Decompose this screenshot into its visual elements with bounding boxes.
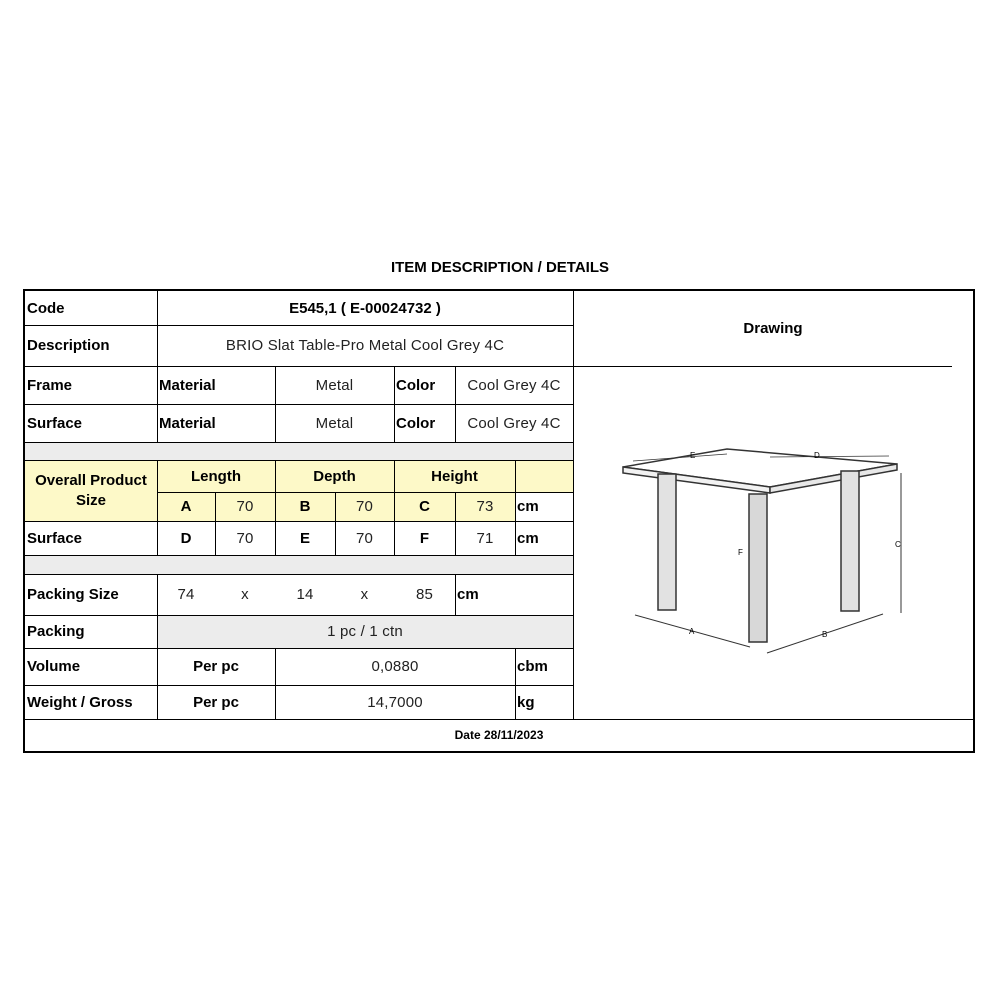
frame-label: Frame	[27, 376, 73, 394]
description-label: Description	[27, 337, 110, 354]
dim-b-label: B	[299, 498, 311, 515]
packing-height: 85	[415, 586, 434, 603]
dim-c-value: 73	[476, 498, 494, 515]
surface-color-value: Cool Grey 4C	[467, 414, 561, 432]
details-sheet	[23, 289, 975, 753]
dim-e-value: 70	[355, 529, 374, 547]
dim-letter-c: C	[895, 540, 901, 549]
surface-unit: cm	[517, 529, 539, 547]
dim-e-label: E	[299, 529, 310, 547]
surface-dims-label: Surface	[27, 529, 83, 547]
depth-header: Depth	[313, 467, 356, 485]
dim-d-label: D	[180, 529, 192, 547]
volume-unit: cbm	[517, 658, 548, 675]
table-drawing	[25, 291, 973, 719]
dim-letter-a: A	[689, 627, 695, 636]
packing-label: Packing	[27, 623, 85, 640]
dim-a-value: 70	[236, 498, 254, 515]
page-title: ITEM DESCRIPTION / DETAILS	[390, 259, 610, 276]
leg-back-left	[658, 474, 676, 610]
overall-size-text: Overall Product Size	[35, 471, 147, 509]
surface-material-value: Metal	[315, 414, 354, 432]
leg-back-right	[841, 471, 859, 611]
date-footer: Date 28/11/2023	[454, 728, 544, 742]
leg-front	[749, 494, 767, 642]
dim-c-label: C	[419, 498, 430, 515]
code-label: Code	[27, 299, 65, 317]
length-header: Length	[191, 467, 241, 485]
frame-material-label: Material	[159, 376, 216, 394]
dim-a-label: A	[180, 498, 192, 515]
description-value: BRIO Slat Table-Pro Metal Cool Grey 4C	[225, 337, 505, 354]
packing-size-label: Packing Size	[27, 586, 119, 603]
height-header: Height	[431, 467, 478, 485]
packing-x-2: x	[360, 586, 369, 603]
volume-value: 0,0880	[371, 658, 419, 675]
weight-value: 14,7000	[367, 693, 423, 711]
weight-unit: kg	[517, 693, 535, 711]
dim-letter-e: E	[690, 451, 696, 460]
surface-color-label: Color	[396, 414, 436, 432]
frame-color-value: Cool Grey 4C	[467, 376, 561, 394]
packing-x-1: x	[241, 586, 249, 603]
code-value: E545,1 ( E-00024732 )	[289, 299, 441, 317]
dim-f-value: 71	[476, 529, 494, 547]
volume-per: Per pc	[193, 658, 239, 675]
dim-letter-b: B	[822, 630, 828, 639]
packing-value: 1 pc / 1 ctn	[327, 623, 403, 640]
drawing-header: Drawing	[743, 320, 803, 337]
dim-letter-f: F	[738, 548, 743, 557]
frame-color-label: Color	[396, 376, 436, 394]
overall-unit: cm	[517, 498, 539, 515]
packing-width: 14	[296, 586, 314, 603]
surface-material-label: Material	[159, 414, 216, 432]
weight-per: Per pc	[193, 693, 239, 711]
weight-label: Weight / Gross	[27, 693, 133, 711]
volume-label: Volume	[27, 658, 81, 675]
packing-length: 74	[177, 586, 195, 603]
surface-label: Surface	[27, 414, 83, 432]
packing-unit: cm	[457, 586, 479, 603]
dim-letter-d: D	[814, 451, 820, 460]
dim-f-label: F	[419, 529, 430, 547]
dim-b-value: 70	[355, 498, 374, 515]
frame-material-value: Metal	[315, 376, 354, 394]
dim-d-value: 70	[236, 529, 254, 547]
